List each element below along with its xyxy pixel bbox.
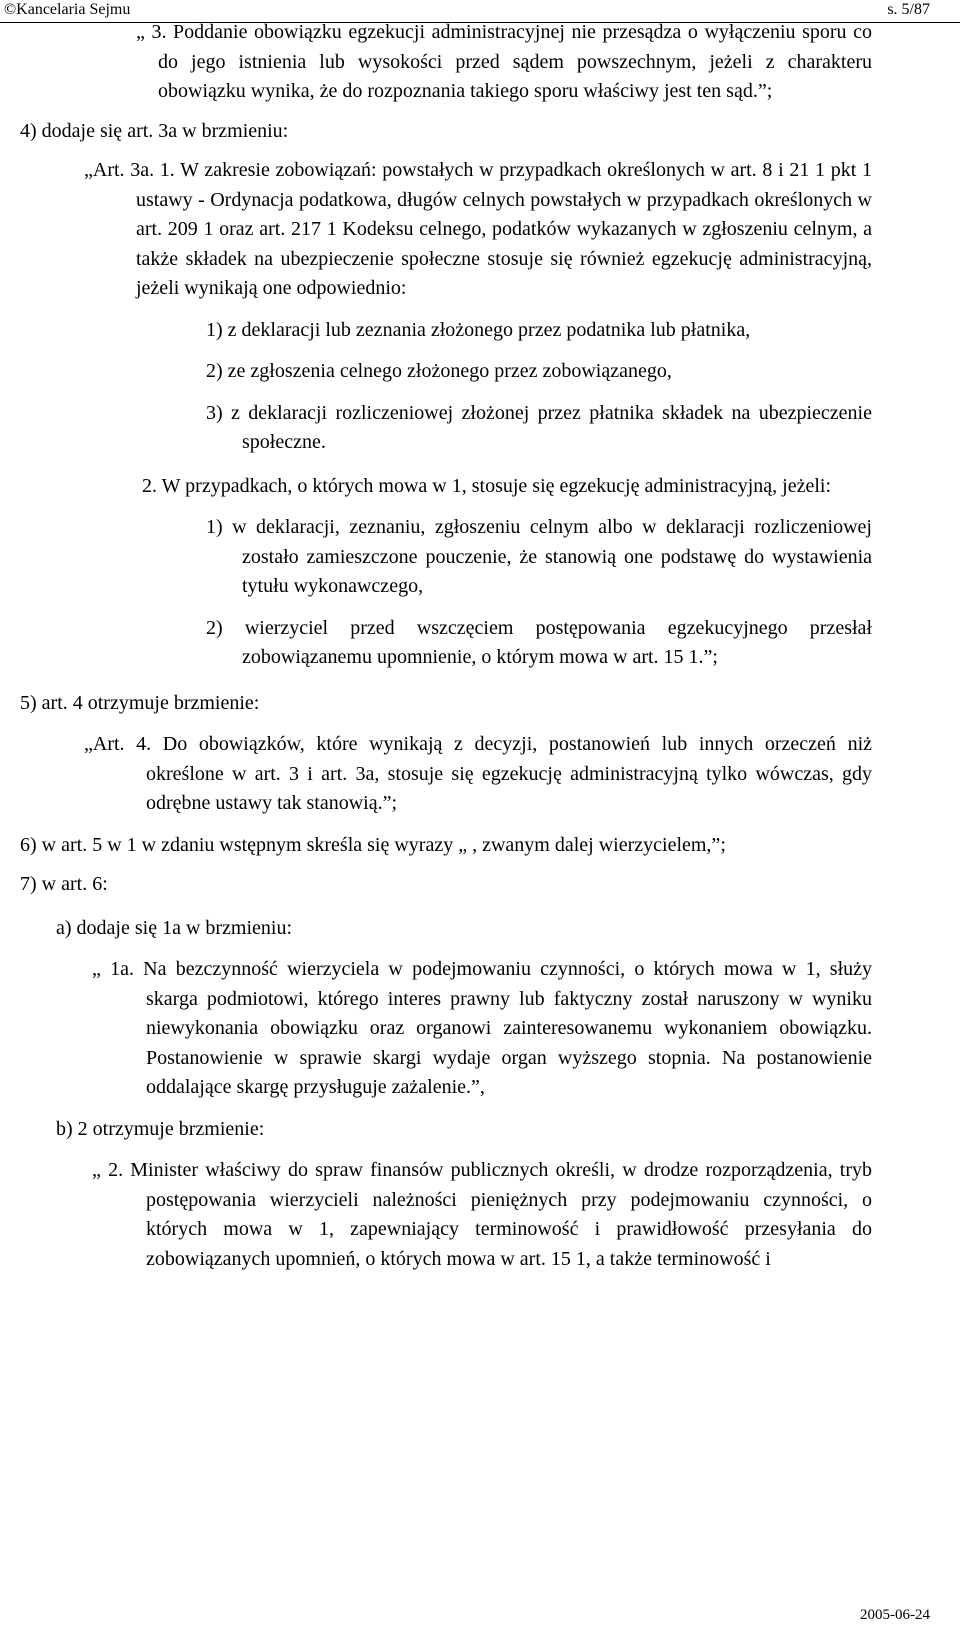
point-7: 7) w art. 6: [20, 873, 108, 895]
point-7a: a) dodaje się 1a w brzmieniu: [56, 916, 293, 939]
header-source: ©Kancelaria Sejmu [4, 1, 131, 18]
point-7b: b) 2 otrzymuje brzmienie: [56, 1117, 265, 1140]
header-page-number: s. 5/87 [887, 1, 930, 18]
section-2: „ 2. Minister właściwy do spraw finansów publicznych określi, w drodze rozporządzenia, tryb postępowania wierzycieli należności pieniężnych przy podejmowaniu czynności, o których mowa w 1, zapewniający terminowość i prawidłowość przesyłania do zobowiązanych upomnień, o których mowa w art. 15 1, a także terminowość i [92, 1159, 872, 1270]
paragraph-3: „ 3. Poddanie obowiązku egzekucji administracyjnej nie przesądza o wyłączeniu sporu co do jego istnienia lub wysokości przed sądem powszechnym, jeżeli z charakteru obowiązku wynika, że do rozpoznania takiego sporu właściwy jest ten sąd.”; [136, 21, 872, 102]
article-3a-section-2: 2. W przypadkach, o których mowa w 1, stosuje się egzekucję administracyjną, jeżeli: [142, 474, 832, 497]
document-body [20, 18, 872, 1274]
article-3a-section-1: „Art. 3a. 1. W zakresie zobowiązań: powstałych w przypadkach określonych w art. 8 i 21 1 pkt 1 ustawy - Ordynacja podatkowa, długów celnych powstałych w przypadkach określonych w art. 209 1 oraz art. 217 1 Kodeksu celnego, podatków wykazanych w zgłoszeniu celnym, a także składek na ubezpieczenie społeczne stosuje się również egzekucję administracyjną, jeżeli wynikają one odpowiednio: [84, 159, 872, 299]
article-4: „Art. 4. Do obowiązków, które wynikają z decyzji, postanowień lub innych orzeczeń niż określone w art. 3 i art. 3a, stosuje się egzekucję administracyjną tylko wówczas, gdy odrębne ustawy tak stanowią.”; [84, 733, 872, 814]
point-4: 4) dodaje się art. 3a w brzmieniu: [20, 119, 289, 142]
list-item: 2) wierzyciel przed wszczęciem postępowania egzekucyjnego przesłał zobowiązanemu upomnienie, o którym mowa w art. 15 1.”; [206, 616, 872, 668]
list-item: 3) z deklaracji rozliczeniowej złożonej przez płatnika składek na ubezpieczenie społeczne. [206, 401, 872, 453]
list-item: 1) z deklaracji lub zeznania złożonego przez podatnika lub płatnika, [206, 318, 751, 341]
list-item: 2) ze zgłoszenia celnego złożonego przez zobowiązanego, [206, 360, 672, 382]
section-1a: „ 1a. Na bezczynność wierzyciela w podejmowaniu czynności, o których mowa w 1, służy skarga podmiotowi, którego interes prawny lub faktyczny został naruszony w wyniku niewykonania obowiązku oraz organowi zainteresowanemu wykonaniem obowiązku. Postanowienie w sprawie skargi wydaje organ wyższego stopnia. Na postanowienie oddalające skargę przysługuje zażalenie.”, [92, 958, 872, 1098]
list-item: 1) w deklaracji, zeznaniu, zgłoszeniu celnym albo w deklaracji rozliczeniowej zostało zamieszczone pouczenie, że stanowią one podstawę do wystawienia tytułu wykonawczego, [206, 516, 872, 597]
footer-date: 2005-06-24 [860, 1607, 930, 1623]
point-5: 5) art. 4 otrzymuje brzmienie: [20, 691, 260, 714]
point-6: 6) w art. 5 w 1 w zdaniu wstępnym skreśla się wyrazy „ , zwanym dalej wierzycielem,”; [20, 833, 726, 856]
